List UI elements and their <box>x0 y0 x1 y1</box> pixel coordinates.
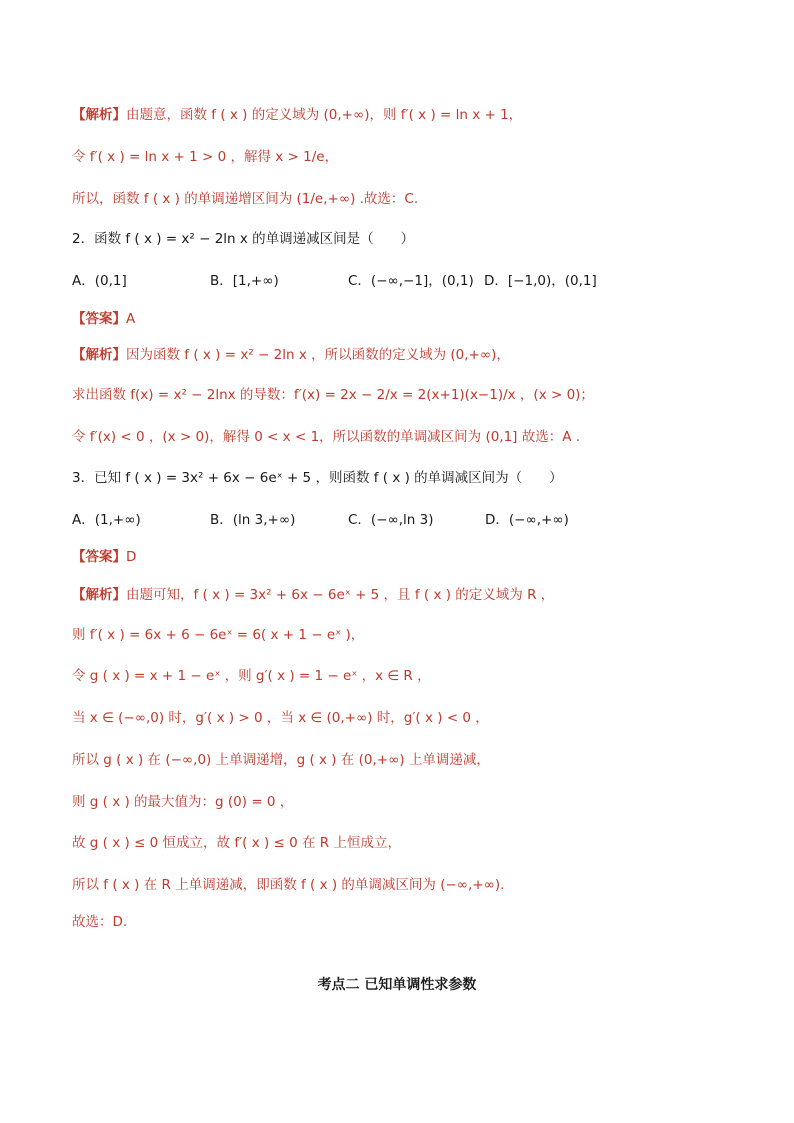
analysis-tag: 【解析】 <box>72 587 126 603</box>
q2-stem: 2．函数 f ( x ) = x² − 2ln x 的单调递减区间是（ ） <box>72 231 415 247</box>
q3-analysis-line-4: 当 x ∈ (−∞,0) 时，g′( x ) > 0 ，当 x ∈ (0,+∞) 时，g′( x ) < 0 ， <box>72 710 489 726</box>
q3-analysis-line-8: 所以 f ( x ) 在 R 上单调递减，即函数 f ( x ) 的单调减区间为 (−∞,+∞). <box>72 877 505 893</box>
q3-analysis-line-6: 则 g ( x ) 的最大值为：g (0) = 0 ， <box>72 794 294 810</box>
q2-option-c: C．(−∞,−1]，(0,1) <box>348 273 474 289</box>
q3-option-d: D．(−∞,+∞) <box>485 512 569 528</box>
q3-analysis-line-5: 所以 g ( x ) 在 (−∞,0) 上单调递增，g ( x ) 在 (0,+∞) 上单调递减， <box>72 752 490 768</box>
q3-analysis-line-7: 故 g ( x ) ≤ 0 恒成立，故 f′( x ) ≤ 0 在 R 上恒成立， <box>72 835 401 851</box>
q2-option-a: A．(0,1] <box>72 273 127 289</box>
q3-stem: 3．已知 f ( x ) = 3x² + 6x − 6eˣ + 5 ，则函数 f ( x ) 的单调减区间为（ ） <box>72 470 563 486</box>
q2-answer <box>72 308 754 330</box>
q3-analysis-line-2: 则 f′( x ) = 6x + 6 − 6eˣ = 6( x + 1 − eˣ )， <box>72 627 365 643</box>
q1-analysis-line-1 <box>72 104 754 126</box>
answer-value: A <box>126 311 136 327</box>
analysis-text: 因为函数 f ( x ) = x² − 2ln x ，所以函数的定义域为 (0,+∞)， <box>126 347 510 363</box>
q2-option-b: B．[1,+∞) <box>210 273 279 289</box>
analysis-text: 由题意，函数 f ( x ) 的定义域为 (0,+∞)，则 f′( x ) = ln x + 1， <box>126 107 523 123</box>
q3-option-a: A．(1,+∞) <box>72 512 141 528</box>
q3-option-c: C．(−∞,ln 3) <box>348 512 434 528</box>
answer-tag: 【答案】 <box>72 311 126 327</box>
q2-analysis-line-1 <box>72 344 754 366</box>
answer-value: D <box>126 549 137 565</box>
section-heading: 考点二 已知单调性求参数 <box>317 977 477 993</box>
q3-analysis-line-9: 故选：D. <box>72 914 128 930</box>
analysis-text: 由题可知，f ( x ) = 3x² + 6x − 6eˣ + 5 ，且 f ( x ) 的定义域为 R ， <box>126 587 555 603</box>
q1-analysis-line-2: 令 f′( x ) = ln x + 1 > 0 ，解得 x > 1/e， <box>72 149 339 165</box>
analysis-tag: 【解析】 <box>72 107 126 123</box>
q3-answer <box>72 546 754 568</box>
q3-analysis-line-1 <box>72 584 754 606</box>
analysis-tag: 【解析】 <box>72 347 126 363</box>
q2-analysis-line-3: 令 f′(x) < 0 ，(x > 0)，解得 0 < x < 1，所以函数的单调减区间为 (0,1] 故选：A . <box>72 429 581 445</box>
q2-option-d: D．[−1,0)，(0,1] <box>484 273 597 289</box>
q1-analysis-line-3: 所以，函数 f ( x ) 的单调递增区间为 (1/e,+∞) .故选：C. <box>72 191 419 207</box>
answer-tag: 【答案】 <box>72 549 126 565</box>
q2-analysis-line-2: 求出函数 f(x) = x² − 2lnx 的导数：f′(x) = 2x − 2/x = 2(x+1)(x−1)/x ，(x > 0)； <box>72 387 594 403</box>
q3-analysis-line-3: 令 g ( x ) = x + 1 − eˣ ，则 g′( x ) = 1 − eˣ ，x ∈ R ， <box>72 668 431 684</box>
q3-option-b: B．(ln 3,+∞) <box>210 512 296 528</box>
